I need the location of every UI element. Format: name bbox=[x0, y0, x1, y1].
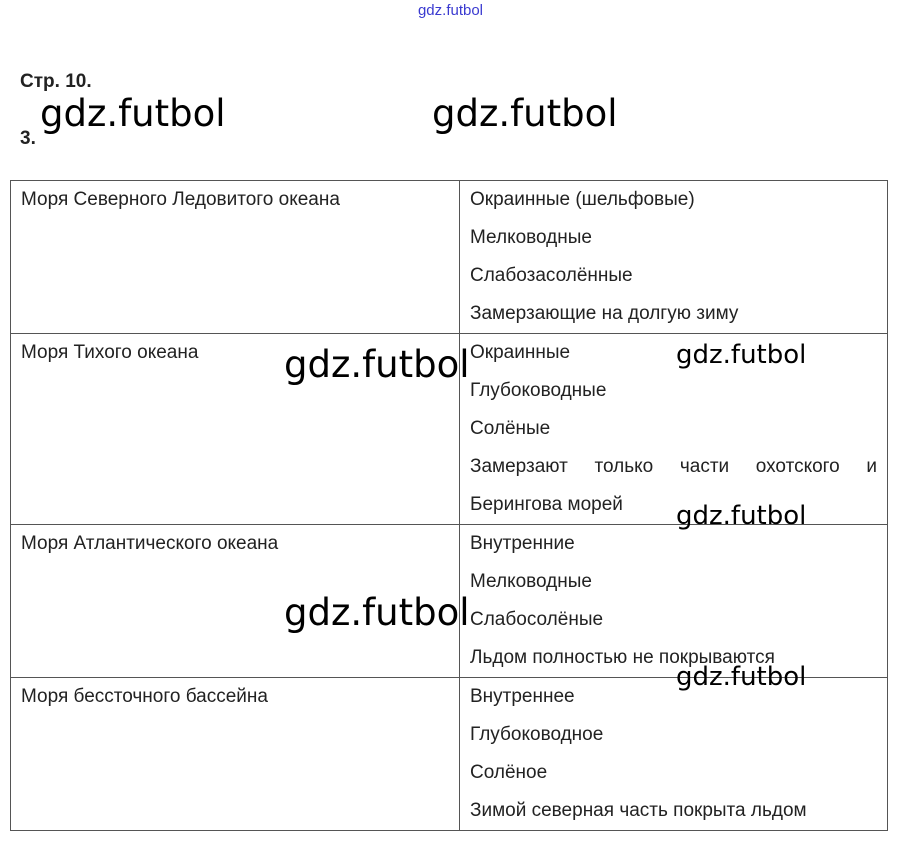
property-line: Льдом полностью не покрываются bbox=[470, 647, 775, 668]
property-line: Замерзают только части охотского и bbox=[470, 456, 877, 477]
ocean-name: Моря бессточного бассейна bbox=[21, 686, 268, 707]
ocean-cell bbox=[11, 181, 460, 334]
property-line: Солёное bbox=[470, 762, 548, 783]
property-line: Замерзающие на долгую зиму bbox=[470, 303, 739, 324]
property-line: Окраинные bbox=[470, 342, 571, 363]
property-line: Глубоководные bbox=[470, 380, 607, 401]
property-line: Зимой северная часть покрыта льдом bbox=[470, 800, 807, 821]
page-number: Стр. 10. bbox=[20, 71, 92, 92]
property-line: Слабосолёные bbox=[470, 609, 604, 630]
watermark: gdz.futbol bbox=[676, 340, 807, 370]
ocean-name: Моря Атлантического океана bbox=[21, 533, 279, 554]
ocean-name: Моря Северного Ледовитого океана bbox=[21, 189, 340, 210]
site-header-link[interactable]: gdz.futbol bbox=[417, 2, 484, 19]
property-line: Окраинные (шельфовые) bbox=[470, 189, 695, 210]
ocean-cell bbox=[11, 678, 460, 831]
watermark: gdz.futbol bbox=[284, 591, 470, 634]
table-row bbox=[11, 678, 888, 831]
watermark: gdz.futbol bbox=[432, 92, 618, 135]
property-line: Берингова морей bbox=[470, 494, 623, 515]
property-line: Глубоководное bbox=[470, 724, 604, 745]
property-line: Мелководные bbox=[470, 571, 592, 592]
property-line: Внутренние bbox=[470, 533, 575, 554]
task-number: 3. bbox=[20, 128, 36, 149]
watermark: gdz.futbol bbox=[676, 501, 807, 531]
properties-cell bbox=[460, 181, 888, 334]
watermark: gdz.futbol bbox=[284, 343, 470, 386]
ocean-name: Моря Тихого океана bbox=[21, 342, 199, 363]
property-line: Солёные bbox=[470, 418, 551, 439]
table-row bbox=[11, 181, 888, 334]
properties-cell bbox=[460, 525, 888, 678]
properties-cell bbox=[460, 678, 888, 831]
watermark: gdz.futbol bbox=[676, 662, 807, 692]
property-line: Внутреннее bbox=[470, 686, 575, 707]
watermark: gdz.futbol bbox=[40, 92, 226, 135]
property-line: Слабозасолённые bbox=[470, 265, 633, 286]
property-line: Мелководные bbox=[470, 227, 592, 248]
properties-cell bbox=[460, 334, 888, 525]
